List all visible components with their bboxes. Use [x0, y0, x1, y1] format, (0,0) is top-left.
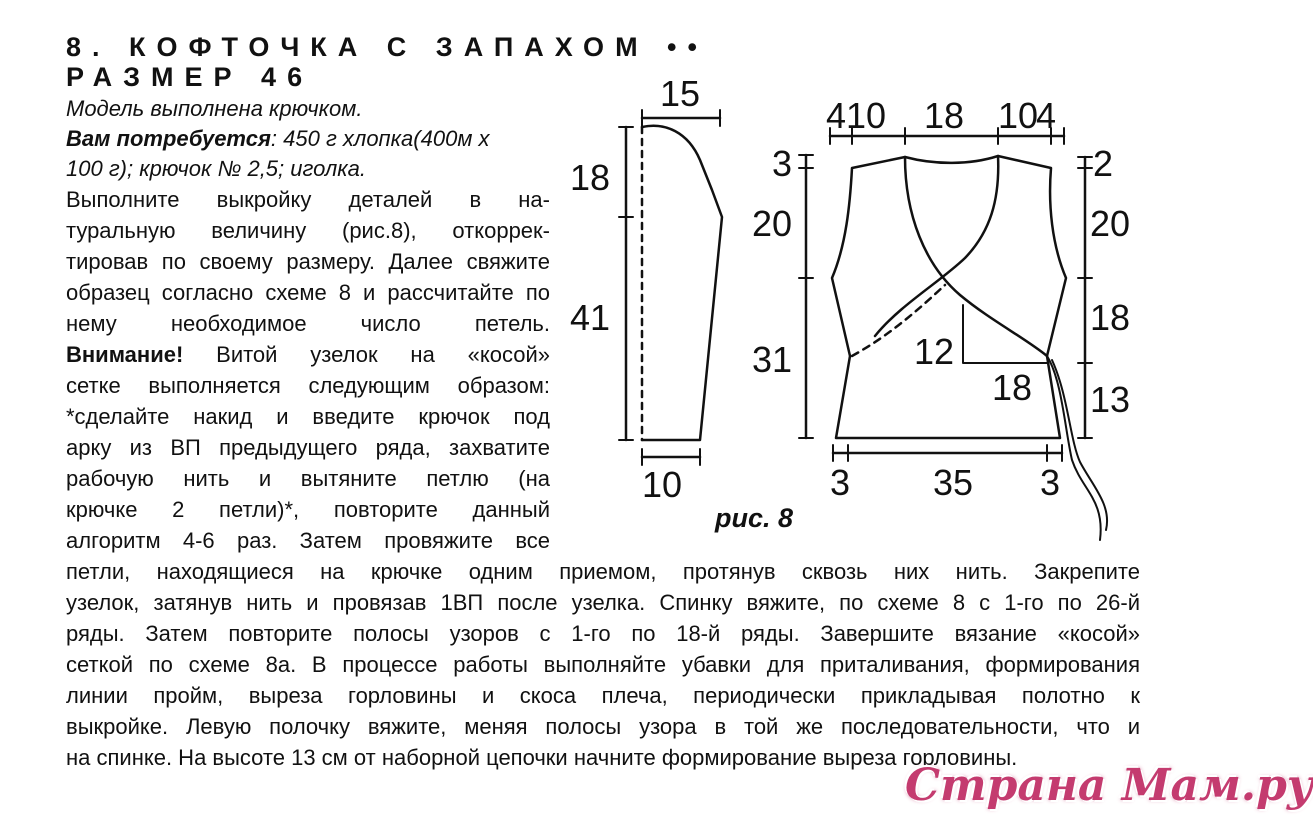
body-bottom-width-label: 35	[933, 462, 974, 503]
body-line: петли, находящиеся на крючке одним приемом, протянув сквозь них нить. Закрепите	[66, 559, 1140, 584]
body-top-right-2-label: 4	[1036, 95, 1057, 136]
body-waist-left-label: 31	[752, 339, 793, 380]
body-line: *сделайте накид и введите крючок под	[66, 404, 550, 429]
body-top-right-label: 10	[998, 95, 1039, 136]
materials-line-2: 100 г); крючок № 2,5; иголка.	[66, 156, 366, 181]
body-line: тировав по своему размеру. Далее свяжите	[66, 249, 550, 274]
body-armhole-right-label: 20	[1090, 203, 1131, 244]
body-line: сеткой по схеме 8а. В процессе работы выполняйте убавки для приталивания, формирования	[66, 652, 1140, 677]
body-line: арку из ВП предыдущего ряда, захватите	[66, 435, 550, 460]
body-line: крючке 2 петли)*, повторите данный	[66, 497, 550, 522]
attention-text: Витой узелок на «косой»	[216, 342, 550, 367]
body-line: образец согласно схеме 8 и рассчитайте по	[66, 280, 550, 305]
overlap-horizontal-label: 12	[914, 331, 955, 372]
body-line: туральную величину (рис.8), откоррек-	[66, 218, 550, 243]
body-line: ряды. Затем повторите полосы узоров с 1-го по 18-й ряды. Завершите вязание «косой»	[66, 621, 1140, 646]
wrap-front-curve	[905, 157, 1047, 356]
sleeve-cap-height-label: 18	[570, 157, 611, 198]
overlap-vertical-label: 18	[992, 367, 1033, 408]
body-line: выкройке. Левую полочку вяжите, меняя полосы узора в той же последовательности, что и	[66, 714, 1140, 739]
body-bottom-left-label: 3	[830, 462, 851, 503]
body-top-left-2-label: 10	[846, 95, 887, 136]
body-line: Выполните выкройку деталей в на-	[66, 187, 550, 212]
materials-text-1: : 450 г хлопка(400м х	[270, 126, 490, 151]
sleeve-bottom-width-label: 10	[642, 464, 683, 505]
body-top-left-label: 4	[826, 95, 847, 136]
pattern-title: 8. КОФТОЧКА С ЗАПАХОМ ••	[66, 32, 708, 62]
model-note: Модель выполнена крючком.	[66, 96, 363, 121]
body-shoulder-right-label: 2	[1093, 143, 1114, 184]
attention-label: Внимание!	[66, 342, 184, 367]
sleeve-top-width-label: 15	[660, 73, 701, 114]
body-line: линии пройм, выреза горловины и скоса плеча, периодически прикладывая полотно к	[66, 683, 1140, 708]
body-line: сетке выполняется следующим образом:	[66, 373, 550, 398]
body-line: узелок, затянув нить и провязав 1ВП после узелка. Спинку вяжите, по схеме 8 с 1-го по 26-й	[66, 590, 1140, 615]
size-heading: РАЗМЕР 46	[66, 62, 314, 92]
body-side-right-1-label: 18	[1090, 297, 1131, 338]
body-line: рабочую нить и вытяните петлю (на	[66, 466, 550, 491]
figure-caption: рис. 8	[715, 503, 794, 533]
body-shoulder-left-label: 3	[772, 143, 793, 184]
body-line: нему необходимое число петель.	[66, 311, 550, 336]
body-armhole-left-label: 20	[752, 203, 793, 244]
overlap-box	[963, 305, 1047, 363]
body-neck-label: 18	[924, 95, 965, 136]
body-line: алгоритм 4-6 раз. Затем провяжите все	[66, 528, 550, 553]
watermark-logo: Страна Мам.ру	[905, 760, 1313, 811]
materials-label: Вам потребуется	[66, 126, 271, 151]
body-side-right-2-label: 13	[1090, 379, 1131, 420]
body-line-last: на спинке. На высоте 13 см от наборной цепочки начните формирование выреза горловины.	[66, 745, 1018, 770]
body-bottom-right-label: 3	[1040, 462, 1061, 503]
sleeve-outline	[642, 126, 722, 440]
sleeve-length-label: 41	[570, 297, 611, 338]
